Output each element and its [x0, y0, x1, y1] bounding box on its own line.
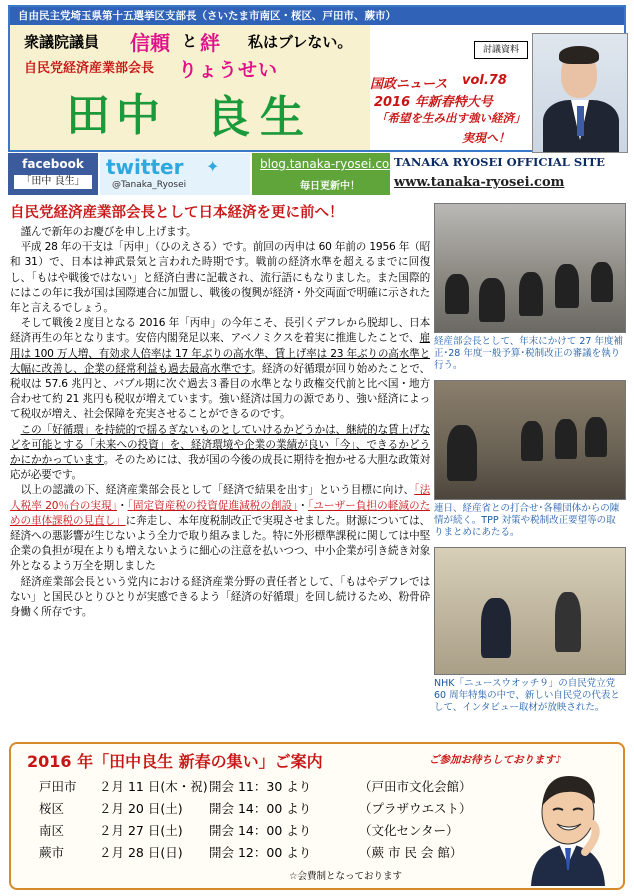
- event-row: 桜区 ２月 20 日(土) 開会 14：00 より （プラザウエスト）: [39, 801, 472, 816]
- twitter-badge[interactable]: [100, 153, 250, 195]
- twitter-title: twitter: [106, 155, 184, 179]
- paragraph-greeting: 謹んで新年のお慶びを申し上げます。: [20, 226, 197, 238]
- slogan-bure: 私はブレない。: [248, 33, 353, 51]
- volume-number: vol.78: [462, 73, 507, 88]
- cartoon-portrait-illustration: [523, 764, 613, 886]
- facebook-name: 「田中 良生」: [14, 175, 92, 189]
- name-given: 良生: [206, 92, 314, 143]
- blog-badge[interactable]: [252, 153, 401, 195]
- paragraph-closing: 経済産業部会長という党内における経済産業分野の責任者として、「もはやデフレではない」と国民ひとりひとりが実感できるよう「経済の好循環」を回し続けるため、粉骨砕身働く所存です。: [10, 575, 430, 619]
- main-article: [10, 201, 430, 741]
- discussion-material-label: 討議資料: [474, 41, 528, 59]
- photo-petition-meeting: [434, 380, 626, 500]
- issue-title: 2016 年新春特大号: [374, 95, 493, 110]
- photo-column: [434, 203, 624, 722]
- caption-committee: 経産部会長として、年末にかけて 27 年度補正･28 年度一般予算･税制改正の審議を執り行う。: [434, 336, 623, 371]
- blog-url: blog.tanaka-ryosei.com: [260, 157, 401, 171]
- article-body: [10, 225, 430, 620]
- name-kana: りょうせい: [178, 59, 279, 81]
- caption-nhk: NHK「ニュースウオッチ９」の自民党立党 60 周年特集の中で、新しい自民党の代表として、インタビュー取材が放映された。: [434, 678, 620, 713]
- issue-theme-tail: 実現へ！: [462, 131, 511, 145]
- position-title: 自民党経済産業部会長: [24, 61, 155, 76]
- event-schedule: [39, 776, 472, 864]
- facebook-title: facebook: [22, 157, 84, 171]
- slogan-kizuna: 絆: [200, 31, 220, 55]
- newsletter-title: 国政ニュース: [370, 77, 448, 92]
- title-shugiin: 衆議院議員: [24, 33, 100, 51]
- slogan-to: と: [182, 32, 198, 50]
- event-announcement: [9, 742, 625, 890]
- district-banner: 自由民主党埼玉県第十五選挙区支部長（さいたま市南区・桜区、戸田市、蕨市）: [10, 7, 624, 25]
- bird-icon: ✦: [206, 157, 220, 176]
- site-url: www.tanaka-ryosei.com: [394, 175, 565, 190]
- issue-theme: 「希望を生み出す強い経済」: [376, 111, 526, 125]
- name-family: 田中: [66, 90, 166, 141]
- facebook-badge[interactable]: [8, 153, 98, 195]
- event-title: 2016 年「田中良生 新春の集い」ご案内: [27, 752, 323, 771]
- sns-bar: [8, 153, 626, 197]
- masthead: [8, 5, 626, 152]
- paragraph-investment: この「好循環」を持続的で揺るぎないものとしていけるかどうかは、継続的な賃上げなどを可能とする「未来への投資」を、経済環境や企業の業績が良い「今」、できるかどうかにかかっています。そのためには、我が国の今後の成長に期待を抱かせる大胆な政策対応が必要です。: [10, 423, 430, 482]
- event-row: 戸田市 ２月 11 日(木・祝)開会 11：30 より （戸田市文化会館）: [39, 779, 472, 794]
- paragraph-tax-reform: 以上の認識の下、経済産業部会長として「経済で結果を出す」という目標に向け、「法人税率 20％台の実現」・「固定資産税の投資促進減税の創設」・「ユーザー負担の軽減のための車体課税の見直し」に奔走し、本年度税制改正で実現させました。財源については、経済への悪影響が生じないよう全力で取り組みました。特に外形標準課税に関しては中堅企業の負担が現在よりも増えないように細心の注意を払いつつ、中小企業が引き続き対象外となるよう万全を期しました: [10, 484, 430, 573]
- twitter-handle: @Tanaka_Ryosei: [112, 180, 187, 190]
- caption-petitions: 連日、経産省との打合せ･各種団体からの陳情が続く。TPP 対策や税制改正要望等の取りまとめにあたる。: [434, 503, 620, 538]
- slogan-shinrai: 信頼: [130, 31, 170, 55]
- official-site[interactable]: [394, 155, 626, 190]
- blog-note: 毎日更新中！: [300, 181, 360, 192]
- event-invitation-note: ご参加お待ちしております♪: [429, 754, 562, 766]
- paragraph-economy: そして戦後２度目となる 2016 年「丙申」の今年こそ、長引くデフレから脱却し、日本経済再生の年となります。安倍内閣発足以来、アベノミクスを着実に推進したことで、雇用は 100 万人増、有効求人倍率は 17 年ぶりの高水準、賃上げ率は 23 年ぶりの高水準と大幅に改善し、企業の経常利益も過去最高水準です。経済の好循環が回り始めたことで、税収は 57.6 兆円と、バブル期に次ぐ過去３番目の水準となり政権交代前と比べ国・地方合わせて約 21 兆円も税収が増えています。強い経済は国力の源であり、強い経済によって税収が増え、社会保障を充実させることができるのです。: [10, 317, 430, 421]
- photo-committee-meeting: [434, 203, 626, 333]
- photo-nhk-interview: [434, 547, 626, 675]
- event-row: 蕨市 ２月 28 日(日) 開会 12：00 より （蕨 市 民 会 館）: [39, 845, 463, 860]
- event-fee-note: ☆会費制となっております: [289, 871, 403, 882]
- site-title: TANAKA RYOSEI OFFICIAL SITE: [394, 155, 605, 169]
- paragraph-history: 平成 28 年の干支は「丙申」（ひのえさる）です。前回の丙申は 60 年前の 1956 年（昭和 31）で、日本は神武景気と言われた時期です。戦前の経済水準を超えるまでに回復し、「もはや戦後ではない」と経済白書に記載され、流行語にもなりました。また国際的にはこの年に我が国は国際連合に加盟し、戦後の復興が経済・外交両面で明確に示された年と言えるでしょう。: [10, 241, 430, 315]
- portrait-photo: [532, 33, 628, 153]
- event-row: 南区 ２月 27 日(土) 開会 14：00 より （文化センター）: [39, 823, 459, 838]
- article-headline: 自民党経済産業部会長として日本経済を更に前へ！: [10, 205, 344, 221]
